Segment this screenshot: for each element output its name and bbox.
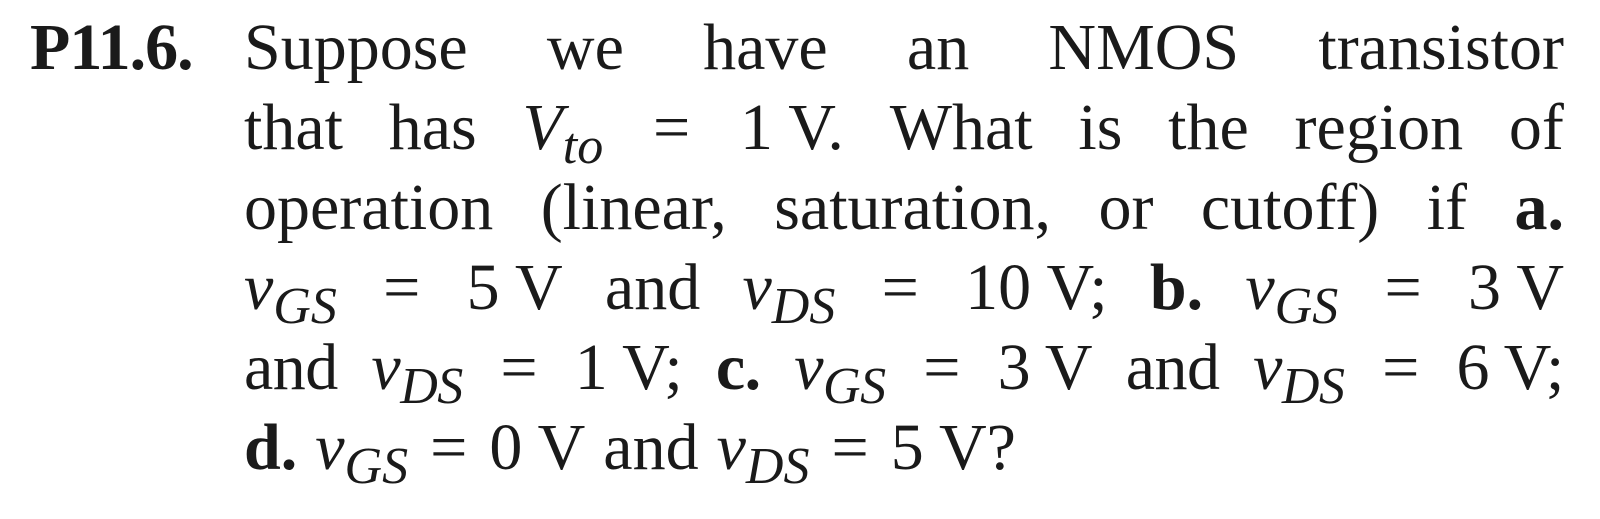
- equals-sign: =: [652, 91, 691, 164]
- word: (linear,: [540, 171, 727, 244]
- vds-symbol: $v_{DS}$: [716, 411, 810, 495]
- vgs-symbol: $v_{GS}$: [244, 251, 337, 335]
- value: 1 V;: [574, 331, 683, 404]
- equals-sign: =: [1382, 331, 1419, 404]
- word: has: [388, 91, 477, 164]
- equals-sign: =: [430, 411, 468, 484]
- word: that: [244, 91, 343, 164]
- word: saturation,: [774, 171, 1051, 244]
- word: an: [906, 11, 970, 84]
- value: 5 V?: [890, 411, 1016, 484]
- threshold-voltage-symbol: [522, 88, 603, 173]
- equals-sign: =: [500, 331, 538, 404]
- var-v: V: [522, 91, 563, 164]
- equals-sign: =: [881, 251, 919, 324]
- part-b-marker: b.: [1149, 251, 1204, 324]
- part-a-marker: a.: [1514, 171, 1564, 244]
- vgs-symbol: $v_{GS}$: [794, 331, 886, 415]
- text-line-2: [244, 88, 1564, 175]
- value: 0 V: [489, 411, 586, 484]
- word: and: [603, 411, 699, 484]
- threshold-value: 1 V.: [739, 91, 844, 164]
- word: cutoff): [1200, 171, 1380, 244]
- equals-sign: =: [831, 411, 869, 484]
- word: NMOS: [1048, 11, 1240, 84]
- vgs-symbol: $v_{GS}$: [315, 411, 409, 495]
- vds-symbol: $v_{DS}$: [742, 251, 836, 335]
- word: of: [1508, 91, 1564, 164]
- equals-sign: =: [923, 331, 960, 404]
- word: transistor: [1318, 11, 1564, 84]
- word: have: [703, 11, 828, 84]
- problem-number: P11.6.: [30, 11, 193, 84]
- value: 10 V;: [965, 251, 1108, 324]
- part-c-marker: c.: [715, 331, 761, 404]
- equals-sign: =: [1384, 251, 1422, 324]
- word: if: [1426, 171, 1468, 244]
- text-line-6: [244, 408, 1564, 495]
- value: 3 V: [1468, 251, 1564, 324]
- word: Suppose: [244, 11, 468, 84]
- vgs-symbol: $v_{GS}$: [1245, 251, 1339, 335]
- word: and: [1125, 331, 1220, 404]
- text-line-5: [244, 328, 1564, 415]
- equals-sign: =: [383, 251, 421, 324]
- word: and: [604, 251, 701, 324]
- problem-block: [30, 0, 1575, 519]
- word: region: [1294, 91, 1464, 164]
- value: 3 V: [997, 331, 1093, 404]
- vds-symbol: $v_{DS}$: [371, 331, 463, 415]
- word: we: [546, 11, 624, 84]
- value: 6 V;: [1456, 331, 1564, 404]
- subscript: to: [562, 118, 604, 175]
- text-line-3: [244, 168, 1564, 248]
- part-d-marker: d.: [244, 411, 298, 484]
- word: or: [1098, 171, 1154, 244]
- value: 5 V: [466, 251, 563, 324]
- text-line-4: [244, 248, 1564, 335]
- word: the: [1168, 91, 1249, 164]
- vds-symbol: $v_{DS}$: [1253, 331, 1345, 415]
- problem-text: [244, 8, 1564, 495]
- word: What: [889, 91, 1033, 164]
- word: operation: [244, 171, 494, 244]
- word: and: [244, 331, 338, 404]
- word: is: [1078, 91, 1123, 164]
- text-line-1: [244, 8, 1564, 88]
